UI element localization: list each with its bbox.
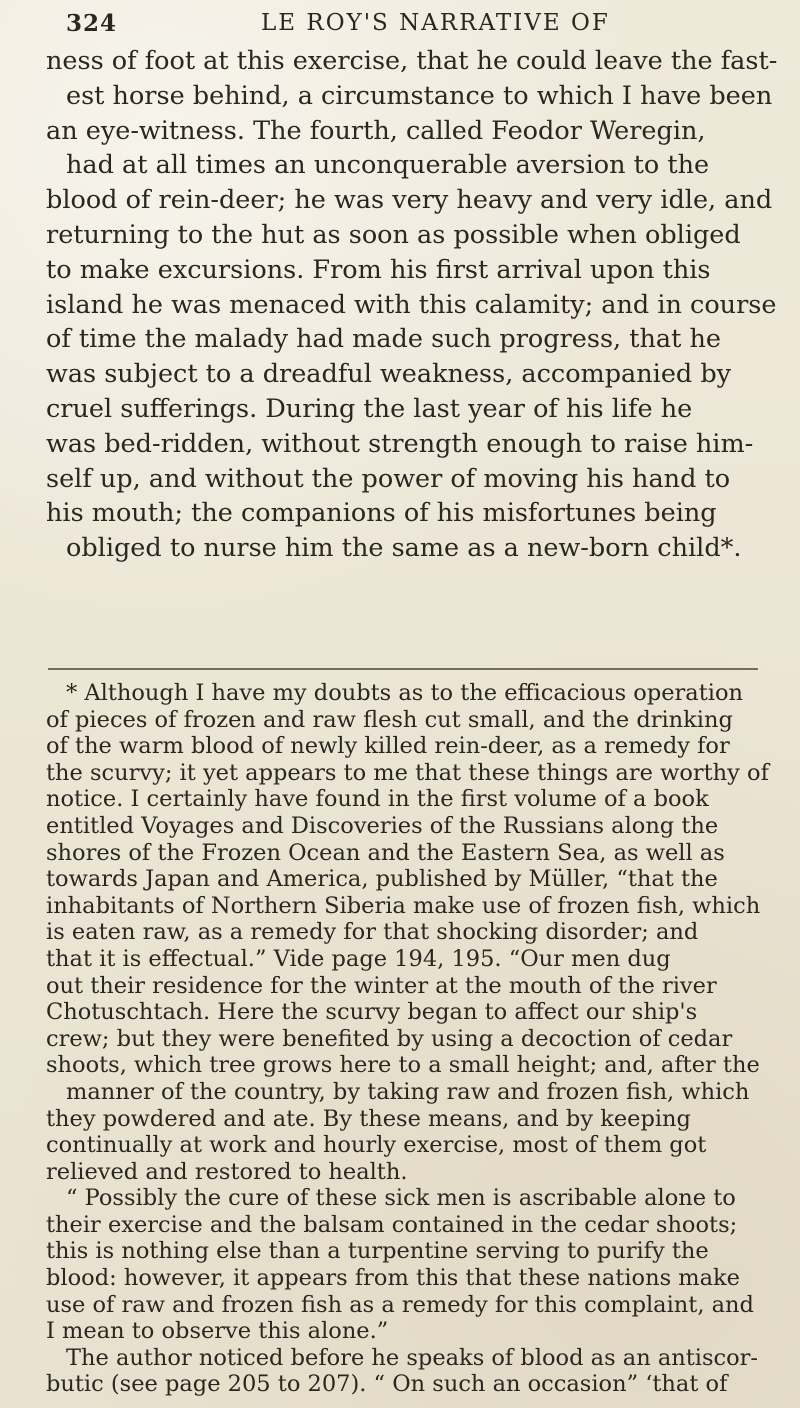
footnote-line: Chotuschtach. Here the scurvy began to affect our ship's [46,999,698,1026]
footnote-line: shoots, which tree grows here to a small height; and, after the [46,1052,760,1079]
footnote-line: entitled Voyages and Discoveries of the Russians along the [46,812,719,839]
text-line: to make excursions. From his first arrival upon this [46,254,711,285]
footnote-line: “ Possibly the cure of these sick men is ascribable alone to [66,1185,736,1212]
footnote-line: continually at work and hourly exercise, most of them got [46,1132,707,1159]
footnote-line: their exercise and the balsam contained in the cedar shoots; [46,1211,738,1238]
text-line: self up, and without the power of moving his hand to [46,463,731,494]
footnote-line: is eaten raw, as a remedy for that shocking disorder; and [46,919,699,946]
text-line: returning to the hut as soon as possible when obliged [46,219,741,250]
text-line: was subject to a dreadful weakness, accompanied by [46,359,732,390]
footnote-line: shores of the Frozen Ocean and the Eastern Sea, as well as [46,839,725,866]
footnote-line: use of raw and frozen fish as a remedy for this complaint, and [46,1291,754,1318]
footnote-line: this is nothing else than a turpentine serving to purify the [46,1238,709,1265]
footnote-line: of pieces of frozen and raw flesh cut small, and the drinking [46,706,733,733]
footnote-line: towards Japan and America, published by Müller, “that the [46,866,718,893]
footnote [46,680,769,1398]
text-line: ness of foot at this exercise, that he could leave the fast- [46,46,778,76]
footnote-line: that it is effectual.” Vide page 194, 195. “Our men dug [46,945,671,972]
footnote-line: blood: however, it appears from this that these nations make [46,1265,740,1292]
running-head: LE ROY'S NARRATIVE OF [261,10,610,36]
text-line: had at all times an unconquerable aversion to the [66,150,710,181]
footnote-line: manner of the country, by taking raw and frozen fish, which [66,1078,750,1105]
main-text [46,44,778,566]
footnote-line: crew; but they were benefited by using a decoction of cedar [46,1025,733,1052]
text-line: est horse behind, a circumstance to which I have been [66,80,773,111]
page-number: 324 [66,10,118,37]
footnote-divider [48,668,758,670]
footnote-line: they powdered and ate. By these means, and by keeping [46,1105,691,1132]
footnote-line: the scurvy; it yet appears to me that these things are worthy of [46,759,769,786]
footnote-line: inhabitants of Northern Siberia make use of frozen fish, which [46,892,761,919]
text-line: blood of rein-deer; he was very heavy and very idle, and [46,185,773,216]
footnote-line: of the warm blood of newly killed rein-deer, as a remedy for [46,733,730,760]
footnote-line: notice. I certainly have found in the first volume of a book [46,786,709,813]
footnote-line: out their residence for the winter at the mouth of the river [46,972,717,999]
footnote-line: * Although I have my doubts as to the efficacious operation [66,680,743,706]
text-line: obliged to nurse him the same as a new-born child*. [66,533,742,564]
text-line: cruel sufferings. During the last year of his life he [46,393,693,424]
footnote-line: The author noticed before he speaks of blood as an antiscor- [66,1344,759,1371]
footnote-line: relieved and restored to health. [46,1158,408,1185]
text-line: was bed-ridden, without strength enough to raise him- [46,428,754,459]
footnote-line: I mean to observe this alone.” [46,1318,389,1345]
text-line: his mouth; the companions of his misfortunes being [46,498,717,529]
text-line: an eye-witness. The fourth, called Feodor Weregin, [46,115,706,146]
text-line: island he was menaced with this calamity; and in course [46,289,777,320]
footnote-line: butic (see page 205 to 207). “ On such an occasion” ‘that of [46,1371,728,1398]
text-line: of time the malady had made such progress, that he [46,324,721,355]
